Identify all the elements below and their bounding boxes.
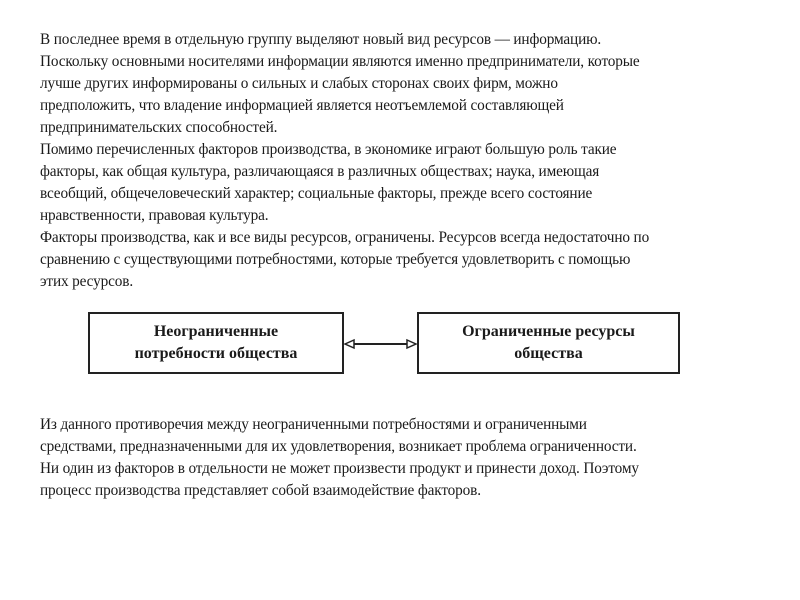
text-line: предположить, что владение информацией является неотъемлемой составляющей: [40, 97, 564, 114]
text-line: В последнее время в отдельную группу выделяют новый вид ресурсов — информацию.: [40, 31, 602, 48]
box-line: общества: [514, 345, 583, 362]
text-line: всеобщий, общечеловеческий характер; социальные факторы, прежде всего состояние: [40, 185, 593, 202]
text-line: процесс производства представляет собой взаимодействие факторов.: [40, 482, 481, 499]
text-line: Факторы производства, как и все виды ресурсов, ограничены. Ресурсов всегда недостаточно по: [40, 229, 650, 246]
unlimited-needs-box: [88, 312, 344, 374]
text-line: факторы, как общая культура, различающаяся в различных обществах; наука, имеющая: [40, 163, 600, 180]
text-paragraph-top: [40, 29, 649, 293]
text-line: лучше других информированы о сильных и слабых сторонах своих фирм, можно: [40, 75, 558, 92]
text-line: сравнению с существующими потребностями, которые требуется удовлетворить с помощью: [40, 251, 631, 268]
text-paragraph-bottom: [40, 414, 639, 502]
box-line: потребности общества: [134, 345, 298, 362]
text-line: средствами, предназначенными для их удовлетворения, возникает проблема ограниченности.: [40, 438, 637, 455]
limited-resources-box: [417, 312, 680, 374]
text-line: Помимо перечисленных факторов производства, в экономике играют большую роль такие: [40, 141, 617, 158]
double-arrow-icon: [344, 336, 417, 352]
text-line: нравственности, правовая культура.: [40, 207, 269, 224]
text-line: предпринимательских способностей.: [40, 119, 278, 136]
box-line: Ограниченные ресурсы: [462, 323, 635, 340]
text-line: Из данного противоречия между неограниченными потребностями и ограниченными: [40, 416, 587, 433]
text-line: этих ресурсов.: [40, 273, 133, 290]
text-line: Ни один из факторов в отдельности не может произвести продукт и принести доход. Поэтому: [40, 460, 639, 477]
text-line: Поскольку основными носителями информации являются именно предприниматели, которые: [40, 53, 640, 70]
box-line: Неограниченные: [153, 323, 279, 340]
